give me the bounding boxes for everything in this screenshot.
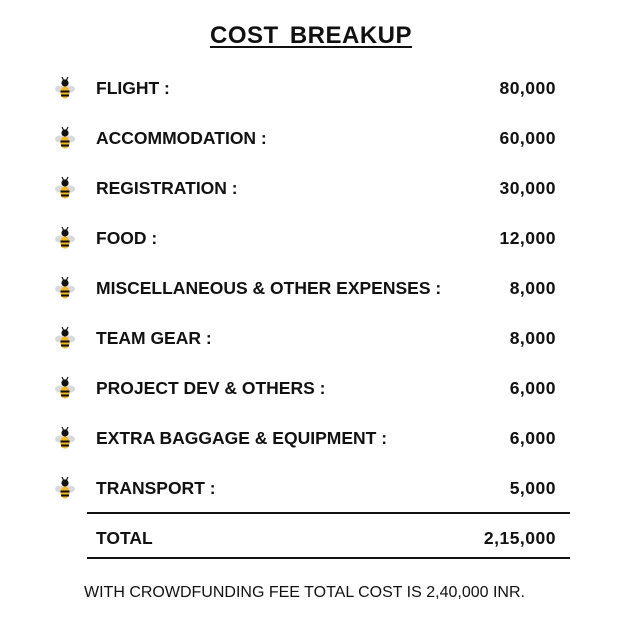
total-bottom-divider xyxy=(87,557,570,559)
cost-item-row xyxy=(0,76,622,100)
crowdfunding-note: WITH CROWDFUNDING FEE TOTAL COST IS 2,40,000 INR. xyxy=(84,584,525,601)
cost-item-row xyxy=(0,176,622,200)
cost-item-row xyxy=(0,376,622,400)
cost-item-row xyxy=(0,326,622,350)
cost-item-row xyxy=(0,476,622,500)
cost-item-label: TEAM GEAR : xyxy=(96,328,212,348)
total-amount: 2,15,000 xyxy=(483,528,556,548)
cost-item-amount: 30,000 xyxy=(499,178,556,198)
cost-item-label: REGISTRATION : xyxy=(96,178,238,198)
bee-icon xyxy=(54,374,76,402)
cost-item-label: FLIGHT : xyxy=(96,78,170,98)
cost-item-row xyxy=(0,426,622,450)
cost-item-label: PROJECT DEV & OTHERS : xyxy=(96,378,326,398)
cost-item-amount: 60,000 xyxy=(499,128,556,148)
bee-icon xyxy=(54,74,76,102)
cost-item-label: EXTRA BAGGAGE & EQUIPMENT : xyxy=(96,428,388,448)
page-title: COST BREAKUP xyxy=(209,22,412,49)
total-row xyxy=(0,526,622,550)
cost-item-label: TRANSPORT : xyxy=(96,478,216,498)
cost-item-label: ACCOMMODATION : xyxy=(96,128,267,148)
bee-icon xyxy=(54,174,76,202)
cost-item-amount: 8,000 xyxy=(509,278,556,298)
bee-icon xyxy=(54,424,76,452)
cost-item-row xyxy=(0,276,622,300)
cost-item-amount: 80,000 xyxy=(499,78,556,98)
cost-item-amount: 5,000 xyxy=(509,478,556,498)
bee-icon xyxy=(54,224,76,252)
cost-item-row xyxy=(0,126,622,150)
bee-icon xyxy=(54,324,76,352)
total-label: TOTAL xyxy=(96,528,153,548)
cost-item-label: FOOD : xyxy=(96,228,158,248)
cost-item-amount: 12,000 xyxy=(499,228,556,248)
cost-item-amount: 6,000 xyxy=(509,428,556,448)
cost-item-label: MISCELLANEOUS & OTHER EXPENSES : xyxy=(96,278,442,298)
bee-icon xyxy=(54,274,76,302)
cost-item-amount: 8,000 xyxy=(509,328,556,348)
cost-item-amount: 6,000 xyxy=(509,378,556,398)
cost-item-row xyxy=(0,226,622,250)
bee-icon xyxy=(54,474,76,502)
bee-icon xyxy=(54,124,76,152)
total-top-divider xyxy=(87,512,570,514)
